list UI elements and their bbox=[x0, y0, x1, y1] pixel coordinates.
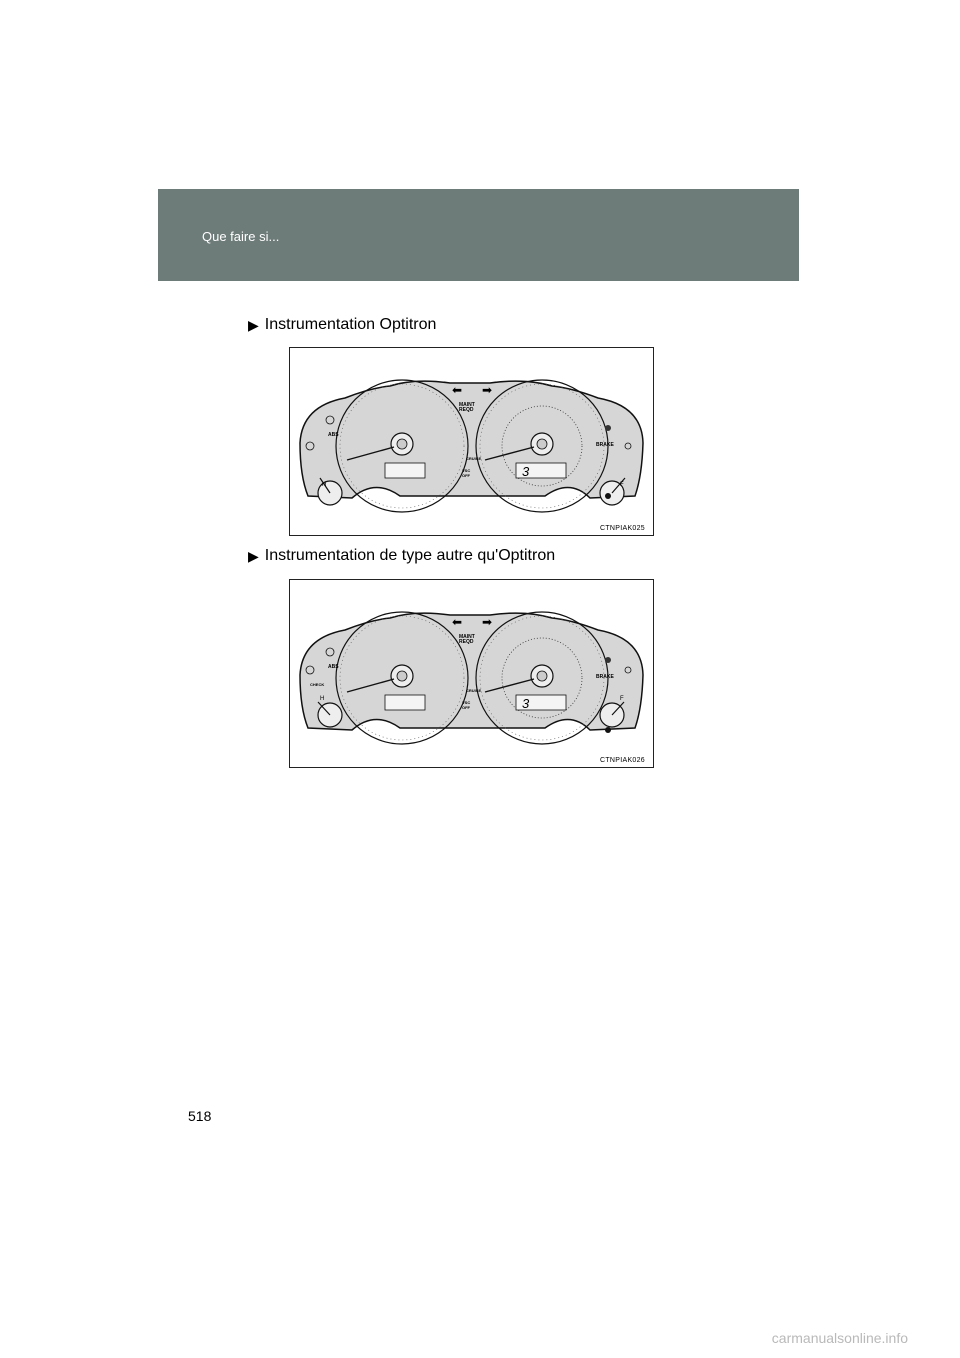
caption-optitron bbox=[248, 316, 436, 334]
figure-code: CTNPIAK025 bbox=[599, 525, 645, 532]
svg-text:CRUISE: CRUISE bbox=[466, 456, 482, 461]
turn-left-arrow-icon: ⬅ bbox=[452, 383, 463, 397]
svg-text:REQD: REQD bbox=[459, 639, 474, 645]
figure-optitron-cluster bbox=[289, 347, 654, 536]
svg-text:H: H bbox=[322, 482, 327, 488]
svg-text:BRAKE: BRAKE bbox=[596, 674, 614, 680]
gear-display-digit: 3 bbox=[522, 464, 530, 479]
figure-non-optitron-cluster bbox=[289, 579, 654, 768]
indicator-icon bbox=[605, 425, 611, 431]
indicator-icon bbox=[605, 493, 611, 499]
figure-code: CTNPIAK026 bbox=[599, 757, 645, 764]
svg-text:MAINT: MAINT bbox=[459, 634, 475, 640]
caption-text: Instrumentation de type autre qu'Optitron bbox=[264, 547, 556, 564]
turn-left-arrow-icon: ⬅ bbox=[452, 615, 463, 629]
svg-text:VSC: VSC bbox=[462, 468, 471, 473]
svg-text:BRAKE: BRAKE bbox=[596, 442, 614, 448]
chapter-title: Que faire si... bbox=[202, 229, 280, 244]
svg-text:VSC: VSC bbox=[462, 700, 471, 705]
triangle-bullet-icon: ▶ bbox=[248, 316, 259, 333]
indicator-icon bbox=[605, 657, 611, 663]
turn-right-arrow-icon: ➡ bbox=[482, 383, 493, 397]
triangle-bullet-icon: ▶ bbox=[248, 547, 259, 564]
svg-text:H: H bbox=[320, 696, 325, 702]
svg-text:MAINT: MAINT bbox=[459, 402, 475, 408]
caption-non-optitron bbox=[248, 547, 555, 565]
svg-text:CHECK: CHECK bbox=[310, 682, 325, 687]
chapter-header bbox=[158, 189, 799, 281]
svg-text:CRUISE: CRUISE bbox=[466, 688, 482, 693]
indicator-icon bbox=[605, 727, 611, 733]
cluster-illustration-1 bbox=[290, 348, 653, 535]
watermark: carmanualsonline.info bbox=[771, 1330, 908, 1346]
turn-right-arrow-icon: ➡ bbox=[482, 615, 493, 629]
svg-text:ABS: ABS bbox=[328, 664, 339, 670]
svg-text:F: F bbox=[620, 482, 624, 488]
svg-text:OFF: OFF bbox=[462, 705, 470, 710]
page-number: 518 bbox=[188, 1108, 212, 1124]
svg-text:REQD: REQD bbox=[459, 407, 474, 413]
svg-text:ABS: ABS bbox=[328, 432, 339, 438]
cluster-illustration-2 bbox=[290, 580, 653, 767]
gear-display-digit: 3 bbox=[522, 696, 530, 711]
svg-text:F: F bbox=[620, 696, 624, 702]
svg-text:OFF: OFF bbox=[462, 473, 470, 478]
caption-text: Instrumentation Optitron bbox=[264, 316, 437, 333]
